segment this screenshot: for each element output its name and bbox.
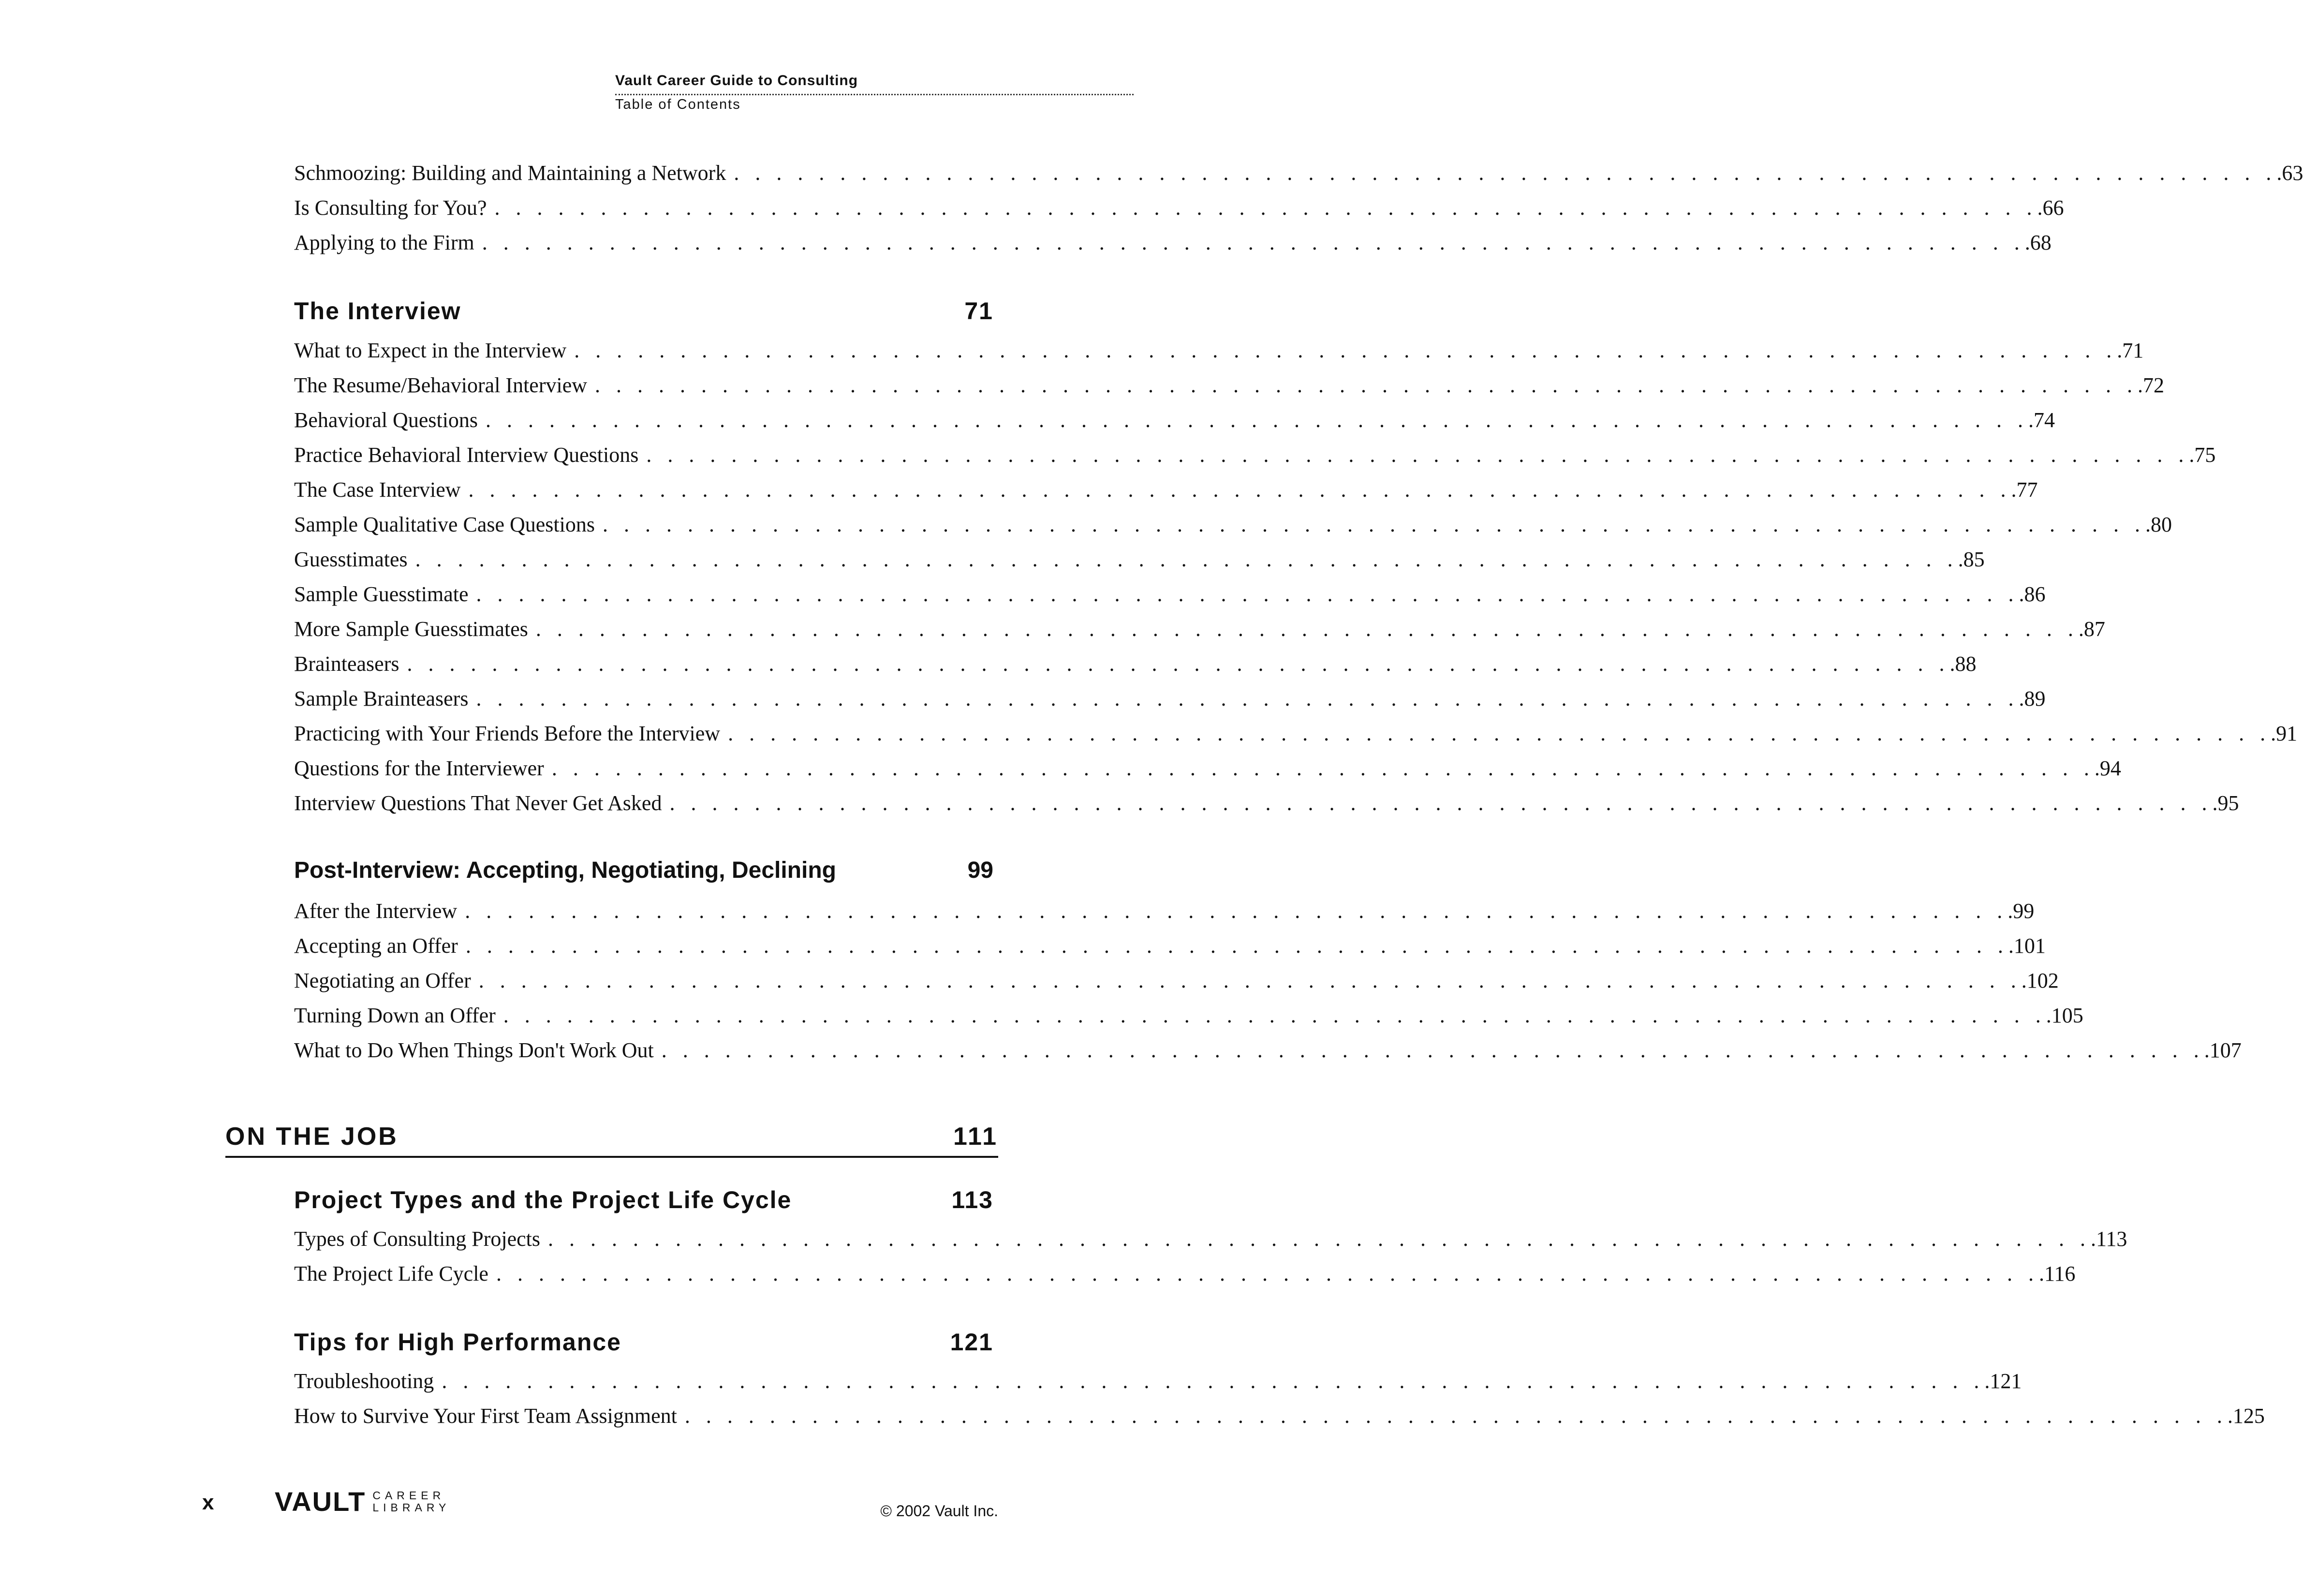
toc-entry-page: .75 <box>2189 443 2216 467</box>
dot-leader: . . . . . . . . . . . . . . . . . . . . . . . . . . . . . . . . . . . . . . . . . . . . . . . . . . . . . . . . . . . . . . . . . . . . . . . . . <box>669 791 2213 815</box>
toc-entry[interactable] <box>294 195 2064 230</box>
toc-entry[interactable] <box>294 443 2216 477</box>
logo-subtext-bottom: LIBRARY <box>372 1501 451 1514</box>
toc-entry[interactable] <box>294 373 2165 408</box>
toc-entry-page: .88 <box>1949 652 1977 676</box>
toc-entry-label: How to Survive Your First Team Assignment <box>294 1404 677 1428</box>
copyright-notice: © 2002 Vault Inc. <box>880 1502 998 1520</box>
toc-entry-label: What to Expect in the Interview <box>294 339 567 362</box>
toc-section-heading[interactable] <box>294 857 993 884</box>
dot-leader: . . . . . . . . . . . . . . . . . . . . . . . . . . . . . . . . . . . . . . . . . . . . . . . . . . . . . . . . . . . . . . . . . . . . . . . . . <box>476 582 2019 606</box>
running-header-section: Table of Contents <box>615 97 741 112</box>
toc-entry-page: .91 <box>2271 722 2298 745</box>
dot-leader: . . . . . . . . . . . . . . . . . . . . . . . . . . . . . . . . . . . . . . . . . . . . . . . . . . . . . . . . . . . . . . . . . . . . . . . . . <box>496 1262 2039 1286</box>
dot-leader: . . . . . . . . . . . . . . . . . . . . . . . . . . . . . . . . . . . . . . . . . . . . . . . . . . . . . . . . . . . . . . . . . . . . . . . . . <box>595 373 2138 397</box>
toc-entry[interactable] <box>294 408 2055 443</box>
toc-entry-page: .85 <box>1958 547 1985 571</box>
toc-entry-label: Is Consulting for You? <box>294 196 487 220</box>
dot-leader: . . . . . . . . . . . . . . . . . . . . . . . . . . . . . . . . . . . . . . . . . . . . . . . . . . . . . . . . . . . . . . . . . . . . . . . . . <box>728 722 2271 745</box>
toc-entry-page: .68 <box>2024 231 2052 254</box>
dot-leader: . . . . . . . . . . . . . . . . . . . . . . . . . . . . . . . . . . . . . . . . . . . . . . . . . . . . . . . . . . . . . . . . . . . . . . . . . <box>486 408 2029 432</box>
toc-entry[interactable] <box>294 338 2144 373</box>
section-page: 113 <box>951 1186 993 1213</box>
toc-entry[interactable] <box>294 721 2298 756</box>
toc-entry-page: .74 <box>2028 408 2055 432</box>
section-title: The Interview <box>294 297 461 325</box>
toc-entry-page: .71 <box>2117 339 2144 362</box>
toc-entry[interactable] <box>294 617 2105 651</box>
toc-entry-page: .116 <box>2038 1262 2076 1286</box>
page-number: x <box>202 1491 214 1514</box>
toc-entry-page: .66 <box>2037 196 2064 220</box>
dot-leader: . . . . . . . . . . . . . . . . . . . . . . . . . . . . . . . . . . . . . . . . . . . . . . . . . . . . . . . . . . . . . . . . . . . . . . . . . <box>503 1004 2046 1027</box>
toc-entry-page: .121 <box>1984 1369 2022 1393</box>
dot-leader: . . . . . . . . . . . . . . . . . . . . . . . . . . . . . . . . . . . . . . . . . . . . . . . . . . . . . . . . . . . . . . . . . . . . . . . . . <box>465 934 2008 958</box>
toc-entry-page: .94 <box>2094 756 2121 780</box>
toc-entry-label: Sample Qualitative Case Questions <box>294 513 595 536</box>
dot-leader: . . . . . . . . . . . . . . . . . . . . . . . . . . . . . . . . . . . . . . . . . . . . . . . . . . . . . . . . . . . . . . . . . . . . . . . . . <box>407 652 1950 676</box>
toc-entry-label: Accepting an Offer <box>294 934 458 958</box>
toc-entry-label: Practicing with Your Friends Before the Interview <box>294 722 721 745</box>
dot-leader: . . . . . . . . . . . . . . . . . . . . . . . . . . . . . . . . . . . . . . . . . . . . . . . . . . . . . . . . . . . . . . . . . . . . . . . . . <box>494 196 2037 220</box>
toc-entry-label: Questions for the Interviewer <box>294 756 544 780</box>
toc-entry-label: After the Interview <box>294 899 458 923</box>
dot-leader: . . . . . . . . . . . . . . . . . . . . . . . . . . . . . . . . . . . . . . . . . . . . . . . . . . . . . . . . . . . . . . . . . . . . . . . . . <box>603 513 2145 536</box>
toc-entry-label: Practice Behavioral Interview Questions <box>294 443 639 467</box>
dot-leader: . . . . . . . . . . . . . . . . . . . . . . . . . . . . . . . . . . . . . . . . . . . . . . . . . . . . . . . . . . . . . . . . . . . . . . . . . <box>415 547 1958 571</box>
toc-entry-page: .86 <box>2019 582 2046 606</box>
toc-entry-label: The Case Interview <box>294 478 461 502</box>
toc-section-heading[interactable] <box>294 1186 993 1214</box>
toc-entry-label: Interview Questions That Never Get Asked <box>294 791 662 815</box>
toc-entry[interactable] <box>294 686 2046 721</box>
part-page: 111 <box>953 1123 998 1151</box>
dot-leader: . . . . . . . . . . . . . . . . . . . . . . . . . . . . . . . . . . . . . . . . . . . . . . . . . . . . . . . . . . . . . . . . . . . . . . . . . <box>442 1369 1985 1393</box>
toc-entry-page: .107 <box>2204 1038 2242 1062</box>
toc-entry-label: Behavioral Questions <box>294 408 478 432</box>
dot-leader: . . . . . . . . . . . . . . . . . . . . . . . . . . . . . . . . . . . . . . . . . . . . . . . . . . . . . . . . . . . . . . . . . . . . . . . . . <box>661 1038 2204 1062</box>
dot-leader: . . . . . . . . . . . . . . . . . . . . . . . . . . . . . . . . . . . . . . . . . . . . . . . . . . . . . . . . . . . . . . . . . . . . . . . . . <box>548 1227 2091 1251</box>
dot-leader: . . . . . . . . . . . . . . . . . . . . . . . . . . . . . . . . . . . . . . . . . . . . . . . . . . . . . . . . . . . . . . . . . . . . . . . . . <box>468 478 2011 502</box>
dot-leader: . . . . . . . . . . . . . . . . . . . . . . . . . . . . . . . . . . . . . . . . . . . . . . . . . . . . . . . . . . . . . . . . . . . . . . . . . <box>574 339 2117 362</box>
toc-entry-label: Applying to the Firm <box>294 231 474 254</box>
logo-wordmark: VAULT <box>275 1486 366 1517</box>
toc-entry-page: .95 <box>2212 791 2239 815</box>
section-title: Project Types and the Project Life Cycle <box>294 1186 792 1213</box>
toc-entry-page: .105 <box>2046 1004 2083 1027</box>
logo-subtext <box>372 1490 450 1514</box>
toc-entry[interactable] <box>294 1227 2127 1261</box>
toc-entry-label: Guesstimates <box>294 547 408 571</box>
dot-leader: . . . . . . . . . . . . . . . . . . . . . . . . . . . . . . . . . . . . . . . . . . . . . . . . . . . . . . . . . . . . . . . . . . . . . . . . . <box>482 231 2025 254</box>
dot-leader: . . . . . . . . . . . . . . . . . . . . . . . . . . . . . . . . . . . . . . . . . . . . . . . . . . . . . . . . . . . . . . . . . . . . . . . . . <box>734 161 2277 185</box>
toc-entry-page: .99 <box>2008 899 2035 923</box>
header-dotted-rule <box>615 94 1134 95</box>
toc-entry-page: .125 <box>2227 1404 2265 1428</box>
toc-entry-label: Schmoozing: Building and Maintaining a Network <box>294 161 726 185</box>
toc-entry-label: Types of Consulting Projects <box>294 1227 541 1251</box>
toc-entry[interactable] <box>294 933 2046 968</box>
dot-leader: . . . . . . . . . . . . . . . . . . . . . . . . . . . . . . . . . . . . . . . . . . . . . . . . . . . . . . . . . . . . . . . . . . . . . . . . . <box>684 1404 2228 1428</box>
dot-leader: . . . . . . . . . . . . . . . . . . . . . . . . . . . . . . . . . . . . . . . . . . . . . . . . . . . . . . . . . . . . . . . . . . . . . . . . . <box>535 617 2079 641</box>
section-page: 99 <box>967 857 993 883</box>
logo-subtext-top: CAREER <box>372 1489 445 1502</box>
toc-entry[interactable] <box>294 1038 2242 1073</box>
toc-entry-label: Turning Down an Offer <box>294 1004 496 1027</box>
toc-entry[interactable] <box>294 582 2046 617</box>
toc-entry[interactable] <box>294 756 2121 791</box>
vault-career-library-logo <box>275 1486 450 1517</box>
toc-entry-page: .113 <box>2091 1227 2127 1251</box>
section-title: Tips for High Performance <box>294 1329 621 1356</box>
dot-leader: . . . . . . . . . . . . . . . . . . . . . . . . . . . . . . . . . . . . . . . . . . . . . . . . . . . . . . . . . . . . . . . . . . . . . . . . . <box>465 899 2008 923</box>
toc-entry-label: Troubleshooting <box>294 1369 434 1393</box>
dot-leader: . . . . . . . . . . . . . . . . . . . . . . . . . . . . . . . . . . . . . . . . . . . . . . . . . . . . . . . . . . . . . . . . . . . . . . . . . <box>476 687 2019 710</box>
toc-entry-label: The Resume/Behavioral Interview <box>294 373 588 397</box>
running-header-title: Vault Career Guide to Consulting <box>615 73 858 89</box>
section-page: 71 <box>964 297 993 325</box>
toc-entry[interactable] <box>294 477 2038 512</box>
dot-leader: . . . . . . . . . . . . . . . . . . . . . . . . . . . . . . . . . . . . . . . . . . . . . . . . . . . . . . . . . . . . . . . . . . . . . . . . . <box>478 969 2022 992</box>
section-page: 121 <box>950 1329 993 1356</box>
toc-entry-label: Sample Brainteasers <box>294 687 469 710</box>
toc-entry[interactable] <box>294 899 2035 933</box>
toc-entry[interactable] <box>294 651 1977 686</box>
section-title: Post-Interview: Accepting, Negotiating, Declining <box>294 857 836 883</box>
toc-entry-label: The Project Life Cycle <box>294 1262 488 1286</box>
toc-entry[interactable] <box>294 968 2059 1003</box>
toc-entry-page: .89 <box>2019 687 2046 710</box>
toc-entry[interactable] <box>294 547 1985 582</box>
toc-entry-page: .101 <box>2008 934 2046 958</box>
toc-part-heading[interactable] <box>225 1122 998 1158</box>
toc-entry-label: Negotiating an Offer <box>294 969 471 992</box>
toc-section-heading[interactable] <box>294 297 993 325</box>
toc-entry-label: What to Do When Things Don't Work Out <box>294 1038 654 1062</box>
toc-entry-page: .102 <box>2021 969 2059 992</box>
toc-entry[interactable] <box>294 791 2239 826</box>
toc-entry[interactable] <box>294 1404 2265 1438</box>
toc-entry-page: .77 <box>2011 478 2038 502</box>
toc-entry-page: .87 <box>2078 617 2105 641</box>
toc-entry[interactable] <box>294 1003 2083 1038</box>
toc-entry-label: Brainteasers <box>294 652 399 676</box>
toc-entry-page: .80 <box>2145 513 2172 536</box>
part-title: ON THE JOB <box>225 1123 399 1151</box>
toc-entry-label: More Sample Guesstimates <box>294 617 528 641</box>
toc-entry-page: .72 <box>2138 373 2165 397</box>
toc-entry[interactable] <box>294 230 2052 265</box>
dot-leader: . . . . . . . . . . . . . . . . . . . . . . . . . . . . . . . . . . . . . . . . . . . . . . . . . . . . . . . . . . . . . . . . . . . . . . . . . <box>551 756 2095 780</box>
toc-entry-page: .63 <box>2276 161 2303 185</box>
toc-entry-label: Sample Guesstimate <box>294 582 469 606</box>
dot-leader: . . . . . . . . . . . . . . . . . . . . . . . . . . . . . . . . . . . . . . . . . . . . . . . . . . . . . . . . . . . . . . . . . . . . . . . . . <box>646 443 2189 467</box>
toc-entry[interactable] <box>294 1369 2022 1404</box>
toc-entry[interactable] <box>294 512 2172 547</box>
toc-section-heading[interactable] <box>294 1328 993 1356</box>
toc-entry[interactable] <box>294 161 2303 195</box>
toc-entry[interactable] <box>294 1261 2076 1296</box>
